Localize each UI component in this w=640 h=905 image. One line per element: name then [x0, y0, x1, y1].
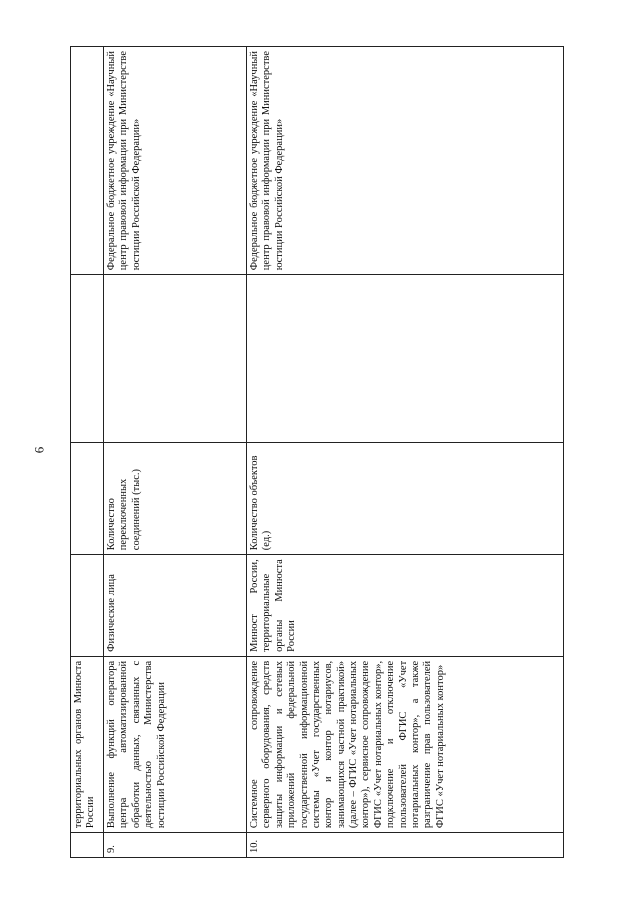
services-table: [70, 46, 564, 858]
table-row: [247, 47, 564, 858]
cell-consumers: [71, 555, 104, 657]
continuation-row: [71, 47, 104, 858]
cell-organization: [71, 47, 104, 275]
cell-number: [71, 833, 104, 858]
cell-indicator: Количество объектов (ед.): [247, 443, 564, 555]
cell-consumers: Физические лица: [104, 555, 247, 657]
cell-organization: Федеральное бюджетное учреждение «Научный центр правовой информации при Министерстве юстиции Российской Федерации»: [104, 47, 247, 275]
cell-indicator: [71, 443, 104, 555]
cell-value: [71, 275, 104, 443]
table-row: [104, 47, 247, 858]
cell-service-name: Выполнение функций оператора центра автоматизированной обработки данных, связанных с деятельностью Министерства юстиции Российской Федерации: [104, 656, 247, 832]
cell-number: 10.: [247, 833, 564, 858]
page-number: 6: [31, 446, 47, 454]
rotated-table-wrapper: [70, 46, 570, 858]
cell-indicator: Количество переключенных соединений (тыс.): [104, 443, 247, 555]
cell-organization: Федеральное бюджетное учреждение «Научный центр правовой информации при Министерстве юстиции Российской Федерации»: [247, 47, 564, 275]
cell-number: 9.: [104, 833, 247, 858]
cell-consumers: Минюст России, территориальные органы Минюста России: [247, 555, 564, 657]
cell-value: [104, 275, 247, 443]
cell-service-name: Системное сопровождение серверного оборудования, средств защиты информации и сетевых приложений федеральной государственной информационной системы «Учет государственных контор и контор нотариусов, занимающихся частной практикой» (далее – ФГИС «Учет нотариальных контор»), сервисное сопровождение ФГИС «Учет нотариальных контор», подключение и отключение пользователей ФГИС «Учет нотариальных контор», а также разграничение прав пользователей ФГИС «Учет нотариальных контор»: [247, 656, 564, 832]
cell-value: [247, 275, 564, 443]
cell-service-name: территориальных органов Минюста России: [71, 656, 104, 832]
